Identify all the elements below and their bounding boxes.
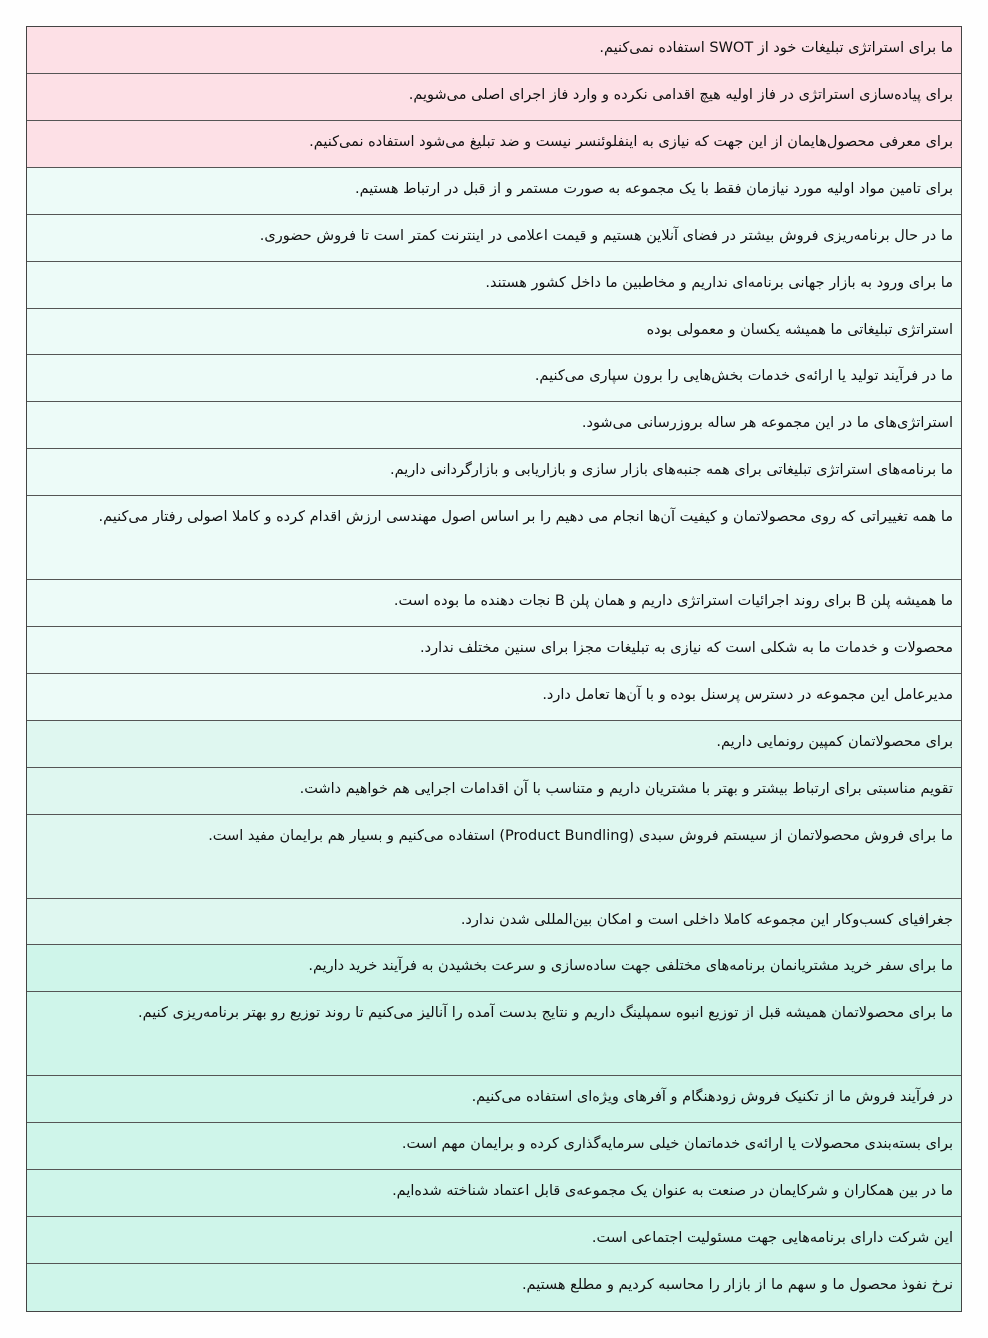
table-row (27, 74, 961, 121)
row-text: استراتژی تبلیغاتی ما همیشه یکسان و معمولی بوده (646, 321, 953, 338)
row-text: مدیرعامل این مجموعه در دسترس پرسنل بوده و با آن‌ها تعامل دارد. (542, 686, 953, 703)
table-row (27, 1264, 961, 1311)
table-row (27, 768, 961, 815)
row-text: ما همیشه پلن B برای روند اجرائیات استراتژی داریم و همان پلن B نجات دهنده ما بوده است. (393, 593, 953, 610)
row-text: جغرافیای کسب‌وکار این مجموعه کاملا داخلی است و امکان بین‌المللی شدن ندارد. (460, 911, 953, 928)
row-text: برای معرفی محصول‌هایمان از این جهت که نیازی به اینفلوئنسر نیست و ضد تبلیغ می‌شود استفاده نمی‌کنیم. (309, 133, 953, 150)
row-text: ما برای استراتژی تبلیغات خود از SWOT استفاده نمی‌کنیم. (599, 40, 953, 56)
row-text: محصولات و خدمات ما به شکلی است که نیازی به تبلیغات مجزا برای سنین مختلف ندارد. (420, 640, 953, 656)
row-text: برای محصولاتمان کمپین رونمایی داریم. (716, 733, 953, 750)
table-row (27, 721, 961, 768)
table-row (27, 496, 961, 580)
row-text: ما برنامه‌های استراتژی تبلیغاتی برای همه جنبه‌های بازار سازی و بازاریابی و بازارگردانی داریم. (389, 462, 953, 479)
row-text: ما برای سفر خرید مشتریانمان برنامه‌های مختلفی جهت ساده‌سازی و سرعت بخشیدن به فرآیند خرید داریم. (308, 958, 953, 975)
statement-table (26, 26, 962, 1312)
table-row (27, 815, 961, 899)
table-row (27, 402, 961, 449)
table-row (27, 262, 961, 309)
statement-rows (27, 27, 961, 1311)
row-text: استراتژی‌های ما در این مجموعه هر ساله بروزرسانی می‌شود. (581, 415, 953, 432)
table-row (27, 27, 961, 74)
row-text: این شرکت دارای برنامه‌هایی جهت مسئولیت اجتماعی است. (591, 1230, 953, 1247)
table-row (27, 627, 961, 674)
table-row (27, 1217, 961, 1264)
table-row (27, 899, 961, 946)
row-text: برای تامین مواد اولیه مورد نیازمان فقط با یک مجموعه به صورت مستمر و از قبل در ارتباط هستیم. (354, 180, 953, 197)
row-text: برای پیاده‌سازی استراتژی در فاز اولیه هیچ اقدامی نکرده و وارد فاز اجرای اصلی می‌شویم. (408, 86, 953, 103)
row-text: ما در فرآیند تولید یا ارائه‌ی خدمات بخش‌هایی را برون سپاری می‌کنیم. (534, 368, 953, 385)
row-text: ما برای محصولاتمان همیشه قبل از توزیع انبوه سمپلینگ داریم و نتایج بدست آمده را آنالیز می‌کنیم تا روند توزیع رو بهتر برنامه‌ریزی کنیم. (138, 1005, 953, 1022)
table-row (27, 1170, 961, 1217)
row-text: ما در حال برنامه‌ریزی فروش بیشتر در فضای آنلاین هستیم و قیمت اعلامی در اینترنت کمتر است تا فروش حضوری. (259, 227, 953, 244)
table-row (27, 215, 961, 262)
table-row (27, 945, 961, 992)
table-row (27, 580, 961, 627)
table-row (27, 674, 961, 721)
row-text: برای بسته‌بندی محصولات یا ارائه‌ی خدماتمان خیلی سرمایه‌گذاری کرده و برایمان مهم است. (401, 1136, 953, 1153)
row-text: ما برای ورود به بازار جهانی برنامه‌ای نداریم و مخاطبین ما داخل کشور هستند. (485, 274, 953, 291)
row-text: در فرآیند فروش ما از تکنیک فروش زودهنگام و آفرهای ویژه‌ای استفاده می‌کنیم. (471, 1089, 953, 1106)
table-row (27, 121, 961, 168)
table-row (27, 1123, 961, 1170)
table-row (27, 168, 961, 215)
row-text: ما همه تغییراتی که روی محصولاتمان و کیفیت آن‌ها انجام می دهیم را بر اساس اصول مهندسی ارزش اقدام کرده و کاملا اصولی رفتار می‌کنیم. (98, 509, 953, 526)
table-row (27, 355, 961, 402)
table-row (27, 992, 961, 1076)
row-text: ما برای فروش محصولاتمان از سیستم فروش سبدی (Product Bundling) استفاده می‌کنیم و بسیار هم برایمان مفید است. (208, 827, 953, 844)
table-row (27, 449, 961, 496)
table-row (27, 309, 961, 356)
row-text: ما در بین همکاران و شرکایمان در صنعت به عنوان یک مجموعه‌ی قابل اعتماد شناخته شده‌ایم. (392, 1183, 953, 1200)
row-text: نرخ نفوذ محصول ما و سهم ما از بازار را محاسبه کردیم و مطلع هستیم. (521, 1276, 953, 1293)
table-row (27, 1076, 961, 1123)
row-text: تقویم مناسبتی برای ارتباط بیشتر و بهتر با مشتریان داریم و متناسب با آن اقدامات اجرایی هم خواهیم داشت. (299, 780, 953, 797)
